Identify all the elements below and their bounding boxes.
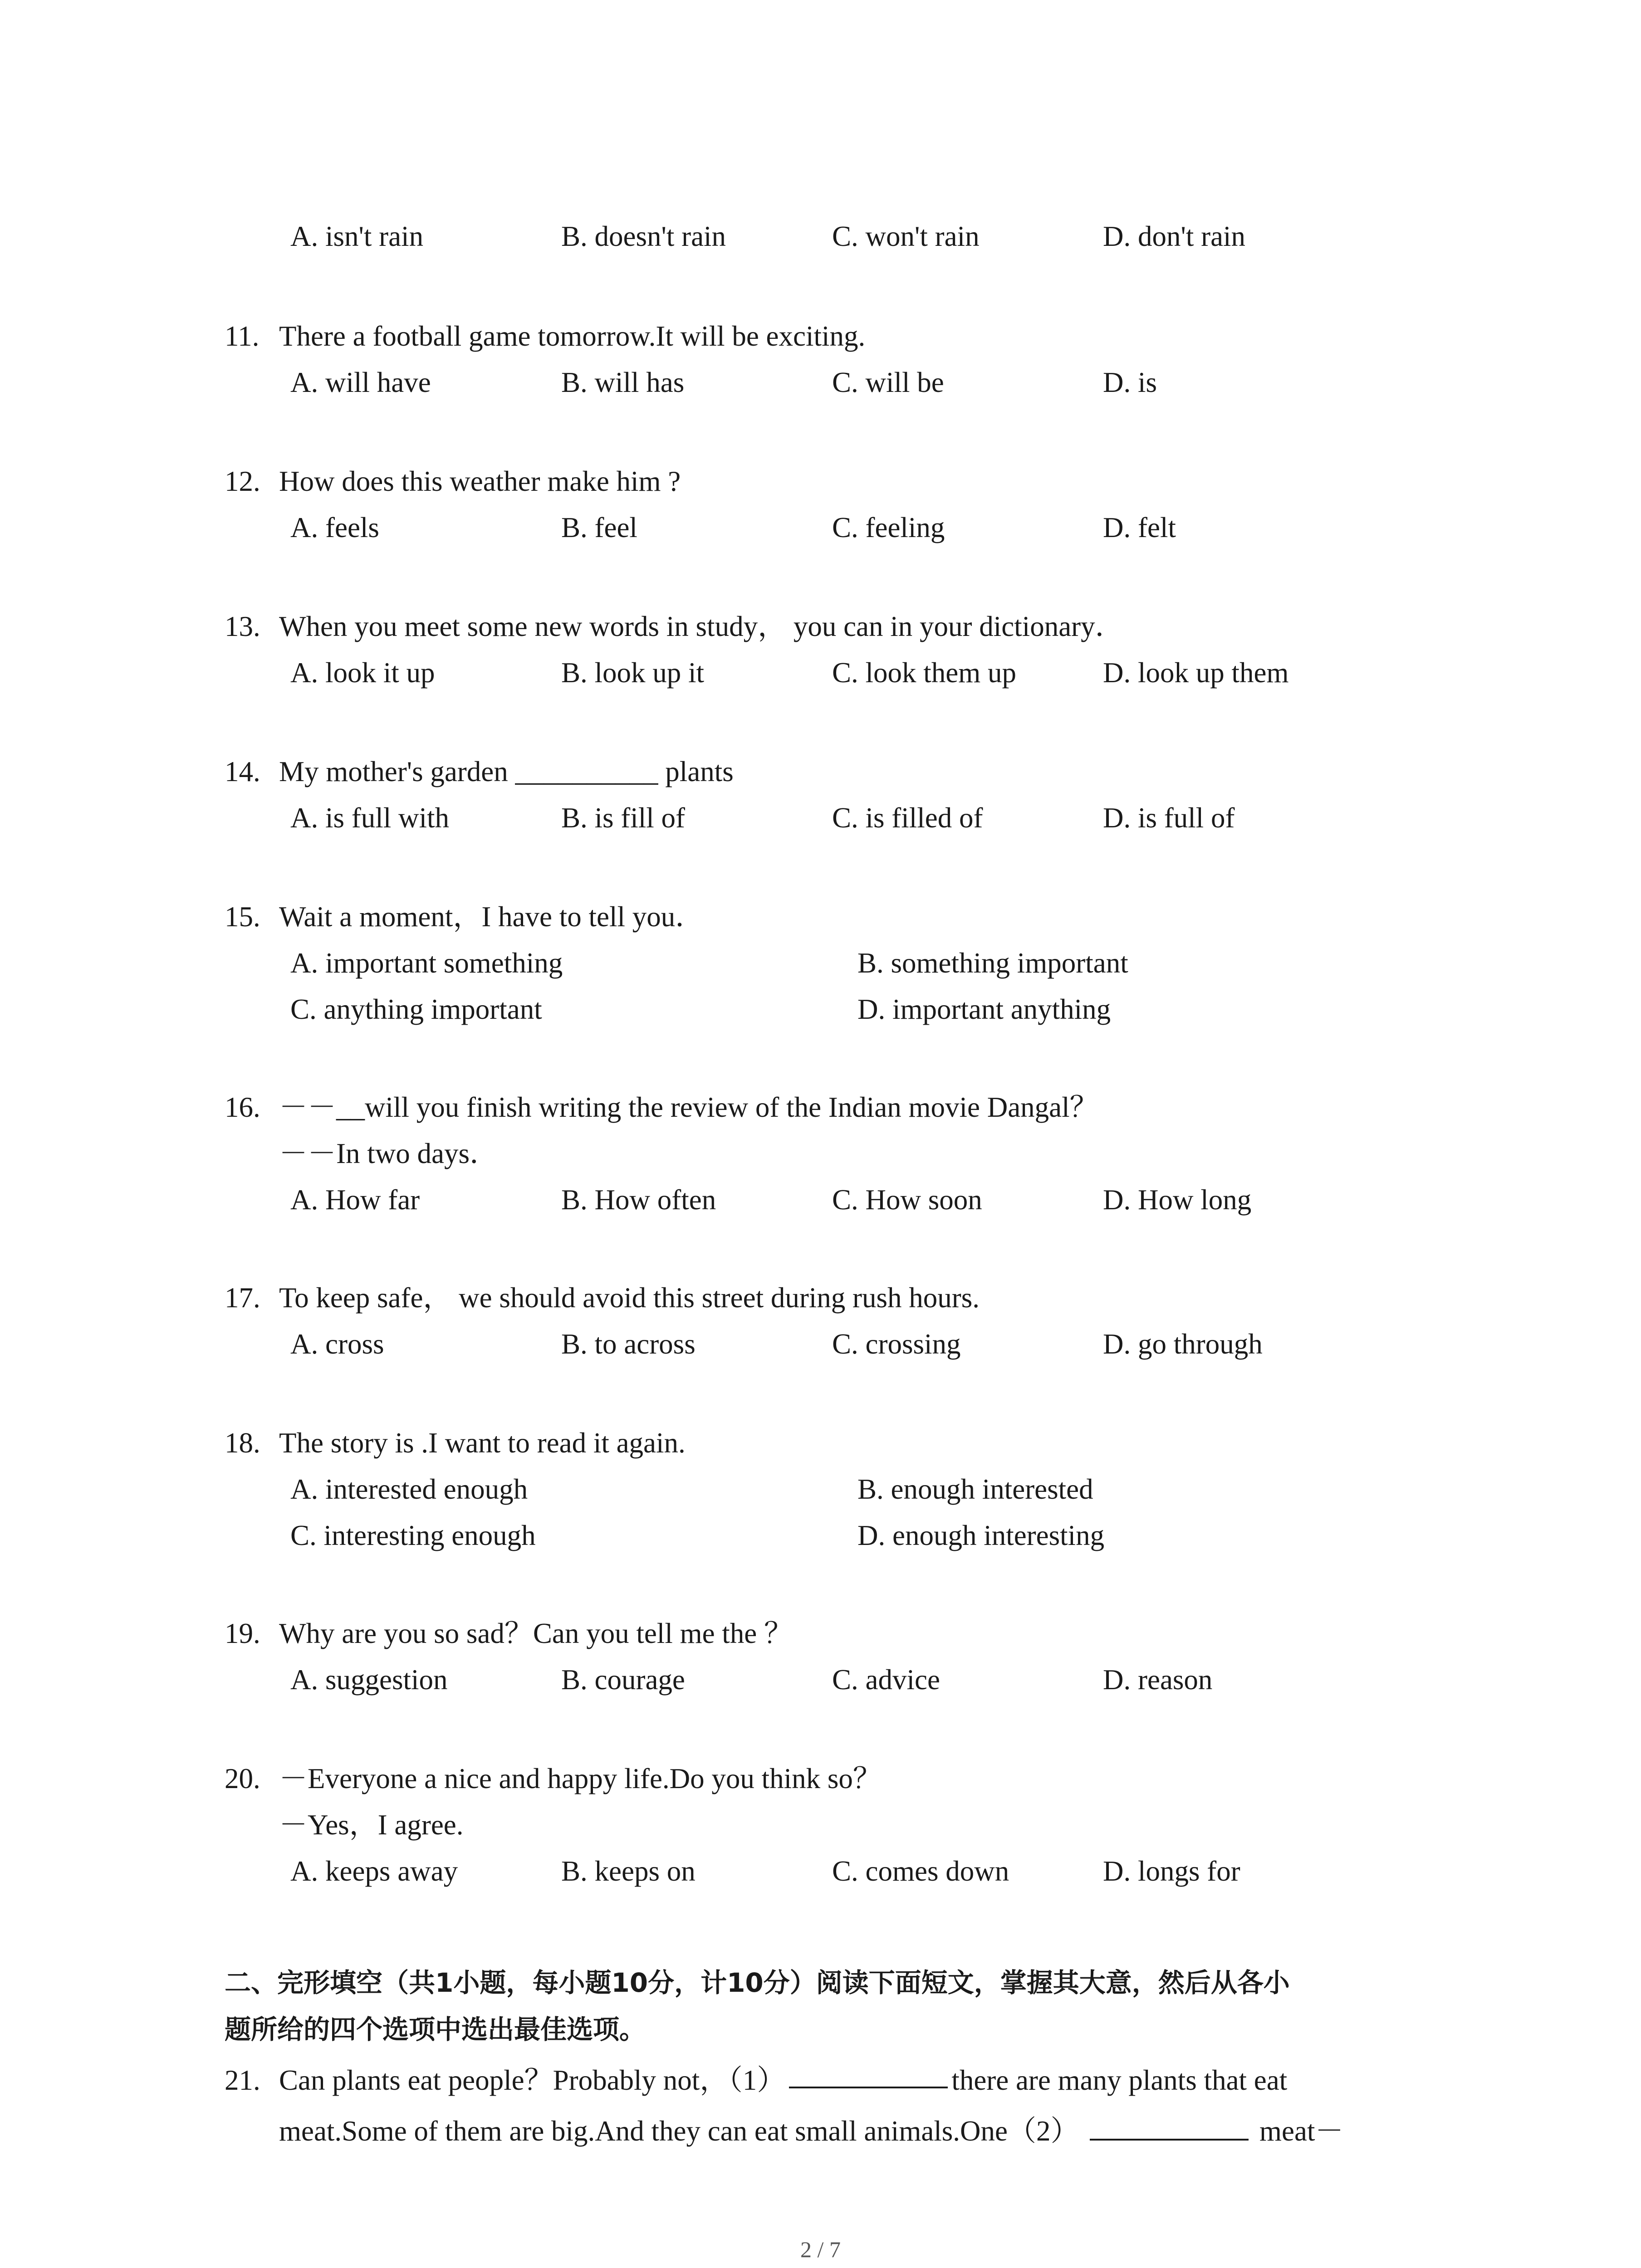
question-stem-continued: －－In two days． xyxy=(279,1138,498,1169)
passage-text: there are many plants that eat xyxy=(951,2064,1288,2096)
question-number: 12. xyxy=(225,465,260,497)
section-heading-line-2: 题所给的四个选项中选出最佳选项。 xyxy=(225,2014,646,2045)
option-c: C. feeling xyxy=(832,512,945,543)
question-number: 14. xyxy=(225,756,260,787)
passage-text: Can plants eat people？Probably not，（1） xyxy=(279,2064,786,2096)
option-a: A. will have xyxy=(290,367,431,398)
question-number: 11. xyxy=(225,320,260,352)
question-number: 17. xyxy=(225,1282,260,1314)
question-stem: How does this weather make him ? xyxy=(279,465,681,497)
passage-text: meat－ xyxy=(1259,2115,1344,2147)
option-c: C. interesting enough xyxy=(290,1520,536,1551)
question-number: 18. xyxy=(225,1427,260,1459)
question-number: 13. xyxy=(225,611,260,642)
option-d: D. How long xyxy=(1103,1184,1252,1216)
question-14 xyxy=(225,748,1450,841)
option-d: D. is full of xyxy=(1103,802,1235,834)
page-number: 2 / 7 xyxy=(800,2237,841,2262)
question-stem: My mother's garden __________ plants xyxy=(279,756,734,787)
cloze-blank-2[interactable] xyxy=(1090,2107,1249,2141)
option-c: C. anything important xyxy=(290,993,542,1025)
option-c: C. won't rain xyxy=(832,220,980,252)
cloze-blank-1[interactable] xyxy=(789,2055,948,2088)
option-b: B. something important xyxy=(857,947,1128,979)
question-stem: To keep safe， we should avoid this street during rush hours. xyxy=(279,1282,980,1314)
option-d: D. is xyxy=(1103,367,1157,398)
option-a: A. keeps away xyxy=(290,1855,458,1887)
passage-text: meat.Some of them are big.And they can eat small animals.One（2） xyxy=(279,2115,1079,2147)
option-b: B. enough interested xyxy=(857,1473,1093,1505)
option-c: C. look them up xyxy=(832,657,1016,689)
question-16 xyxy=(225,1084,1450,1223)
option-a: A. look it up xyxy=(290,657,435,689)
question-stem: The story is .I want to read it again. xyxy=(279,1427,686,1459)
question-18 xyxy=(225,1420,1450,1559)
option-d: D. look up them xyxy=(1103,657,1289,689)
option-c: C. crossing xyxy=(832,1328,961,1360)
question-stem: When you meet some new words in study， you can in your dictionary． xyxy=(279,611,1124,642)
question-15 xyxy=(225,894,1450,1032)
question-11 xyxy=(225,313,1450,406)
option-d: D. felt xyxy=(1103,512,1176,543)
option-b: B. courage xyxy=(561,1664,685,1696)
option-b: B. doesn't rain xyxy=(561,220,726,252)
option-b: B. will has xyxy=(561,367,685,398)
question-19 xyxy=(225,1610,1450,1703)
question-stem: There a football game tomorrow.It will be exciting. xyxy=(279,320,866,352)
section-heading-line-1: 二、完形填空（共1小题，每小题10分，计10分）阅读下面短文，掌握其大意，然后从各小 xyxy=(225,1967,1290,1998)
option-a: A. is full with xyxy=(290,802,450,834)
question-number: 15. xyxy=(225,901,260,933)
option-b: B. keeps on xyxy=(561,1855,696,1887)
question-17 xyxy=(225,1275,1450,1367)
option-d: D. reason xyxy=(1103,1664,1213,1696)
option-b: B. to across xyxy=(561,1328,696,1360)
question-20 xyxy=(225,1755,1450,1894)
option-a: A. interested enough xyxy=(290,1473,528,1505)
question-number: 20. xyxy=(225,1763,260,1794)
question-number: 21. xyxy=(225,2064,260,2096)
question-number: 19. xyxy=(225,1618,260,1649)
option-a: A. isn't rain xyxy=(290,220,424,252)
option-b: B. look up it xyxy=(561,657,705,689)
question-10-options xyxy=(225,213,1450,259)
question-21 xyxy=(225,2055,1450,2156)
question-stem: －－__will you finish writing the review of the Indian movie Dangal？ xyxy=(279,1091,1098,1123)
option-b: B. feel xyxy=(561,512,637,543)
question-stem: －Everyone a nice and happy life.Do you think so？ xyxy=(279,1763,882,1794)
question-12 xyxy=(225,458,1450,551)
option-d: D. go through xyxy=(1103,1328,1263,1360)
question-13 xyxy=(225,603,1450,696)
option-a: A. cross xyxy=(290,1328,384,1360)
question-stem: Why are you so sad？Can you tell me the ？ xyxy=(279,1618,793,1649)
question-stem: Wait a moment，I have to tell you． xyxy=(279,901,704,933)
option-c: C. How soon xyxy=(832,1184,982,1216)
option-d: D. longs for xyxy=(1103,1855,1240,1887)
option-a: A. How far xyxy=(290,1184,420,1216)
option-c: C. comes down xyxy=(832,1855,1009,1887)
section-heading xyxy=(225,1960,1450,2053)
option-c: C. advice xyxy=(832,1664,940,1696)
option-a: A. important something xyxy=(290,947,563,979)
question-number: 16. xyxy=(225,1091,260,1123)
option-b: B. How often xyxy=(561,1184,716,1216)
option-b: B. is fill of xyxy=(561,802,686,834)
option-a: A. suggestion xyxy=(290,1664,448,1696)
option-c: C. is filled of xyxy=(832,802,983,834)
option-c: C. will be xyxy=(832,367,944,398)
option-d: D. important anything xyxy=(857,993,1111,1025)
option-a: A. feels xyxy=(290,512,379,543)
option-d: D. enough interesting xyxy=(857,1520,1105,1551)
question-stem-continued: －Yes，I agree. xyxy=(279,1809,464,1841)
option-d: D. don't rain xyxy=(1103,220,1246,252)
